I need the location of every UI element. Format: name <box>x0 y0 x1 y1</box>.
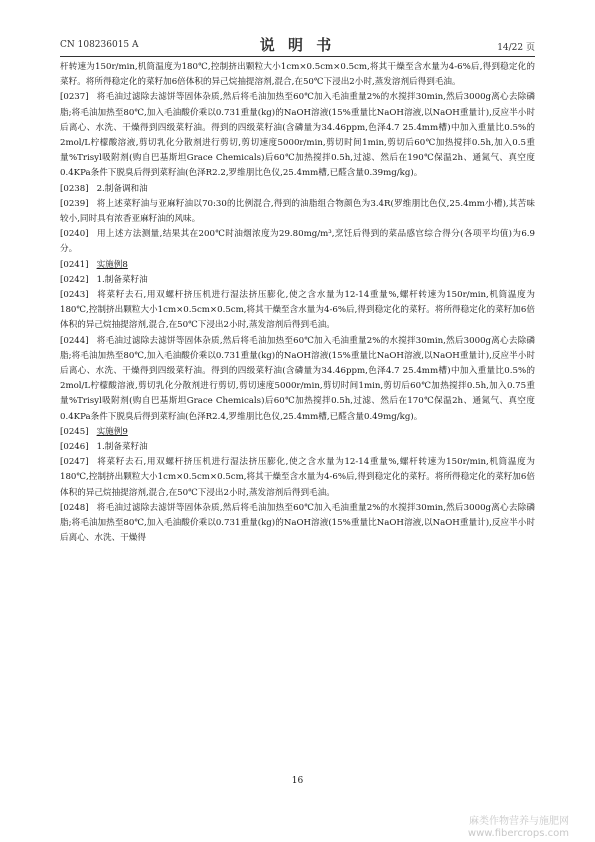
paragraph-number: [0244] <box>60 335 89 346</box>
paragraph <box>60 501 535 547</box>
paragraph-number: [0242] <box>60 274 89 285</box>
watermark-url: www.fibercrops.com <box>467 828 569 839</box>
page-count: 14/22 页 <box>497 43 535 53</box>
watermark <box>468 816 569 840</box>
paragraph-number: [0245] <box>60 426 89 437</box>
paragraph <box>60 60 535 90</box>
paragraph-number: [0240] <box>60 229 89 240</box>
header-rule <box>60 56 535 57</box>
paragraph-number: [0239] <box>60 198 89 209</box>
paragraph <box>60 273 535 288</box>
page-number: 16 <box>291 776 304 786</box>
paragraph-text: 杆转速为150r/min,机筒温度为180℃,控制挤出颗粒大小1cm×0.5cm×0.5cm,将其干燥至含水量为4-6%后,得到稳定化的菜籽。将所得稳定化的菜籽加6倍体积的异己烷抽提溶剂,混合,在50℃下浸出2小时,蒸发溶剂后得到毛油。 <box>60 62 535 88</box>
paragraph <box>60 425 535 440</box>
paragraph-number: [0246] <box>60 442 89 453</box>
paragraph-text: 将菜籽去石,用双螺杆挤压机进行湿法挤压膨化,使之含水量为12-14重量%,螺杆转速为150r/min,机筒温度为180℃,控制挤出颗粒大小1cm×0.5cm×0.5cm,将其干燥至含水量为4-6%后,得到稳定化的菜籽。将所得稳定化的菜籽加6倍体积的异己烷抽提溶剂,混合,在50℃下浸出2小时,蒸发溶剂后得到毛油。 <box>60 457 535 498</box>
paragraph-text: 将毛油过滤除去滤饼等固体杂质,然后将毛油加热至60℃加入毛油重量2%的水搅拌30min,然后3000g离心去除磷脂;将毛油加热至80℃,加入毛油酸价乘以0.731重量(kg)的NaOH溶液(15%重量比NaOH溶液,以NaOH重量计),反应半小时后离心、水洗、干燥得到四级菜籽油。得到的四级菜籽油(含磷量为34.46ppm,色泽4.7 25.4mm槽)中加入重量比0.5%的2mol/L柠檬酸溶液,剪切乳化分散剂进行剪切,剪切速度5000r/min,剪切时间1min,剪切后60℃加热搅拌0.5h,加入0.75重量%Trisyl吸附剂(购自巴基斯坦Grace Chemicals)后60℃加热搅拌0.5h,过滤、然后在170℃保温2h、通氮气、真空度0.4KPa条件下脱臭后得到菜籽油(色泽R2.4,罗维朋比色仪,25.4mm槽,已醛含量0.49mg/kg)。 <box>60 335 535 422</box>
paragraph <box>60 334 535 425</box>
page-header <box>60 34 535 54</box>
paragraph-number: [0238] <box>60 183 89 194</box>
paragraph <box>60 258 535 273</box>
paragraph-text: 将毛油过滤除去滤饼等固体杂质,然后将毛油加热至60℃加入毛油重量2%的水搅拌30min,然后3000g离心去除磷脂;将毛油加热至80℃,加入毛油酸价乘以0.731重量(kg)的NaOH溶液(15%重量比NaOH溶液,以NaOH重量计),反应半小时后离心、水洗、干燥得 <box>60 502 535 544</box>
paragraph-text: 1.制备菜籽油 <box>96 442 148 453</box>
paragraph-number: [0243] <box>60 290 89 301</box>
paragraph <box>60 288 535 334</box>
paragraph <box>60 455 535 501</box>
paragraph <box>60 227 535 257</box>
paragraph-number: [0241] <box>60 259 89 270</box>
paragraph-text: 2.制备调和油 <box>96 183 148 194</box>
paragraph <box>60 440 535 455</box>
paragraph-number: [0237] <box>60 92 89 103</box>
paragraph-text: 将上述菜籽油与亚麻籽油以70:30的比例混合,得到的油脂组合物颜色为3.4R(罗维朋比色仪,25.4mm小槽),其苦味较小,同时具有浓香亚麻籽油的风味。 <box>60 198 535 225</box>
paragraph-text: 1.制备菜籽油 <box>96 274 148 285</box>
paragraph <box>60 90 535 181</box>
paragraph <box>60 197 535 227</box>
paragraph-number: [0248] <box>60 502 89 513</box>
section-heading: 实施例9 <box>96 426 128 437</box>
document-title: 说 明 书 <box>259 36 336 54</box>
paragraph-text: 用上述方法测量,结果其在200℃时油烟浓度为29.80mg/m³,烹饪后得到的菜品感官综合得分(各项平均值)为6.9分。 <box>60 229 535 255</box>
document-body <box>60 60 535 547</box>
paragraph-text: 将毛油过滤除去滤饼等固体杂质,然后将毛油加热至60℃加入毛油重量2%的水搅拌30min,然后3000g离心去除磷脂;将毛油加热至80℃,加入毛油酸价乘以0.731重量(kg)的NaOH溶液(15%重量比NaOH溶液,以NaOH重量计),反应半小时后离心、水洗、干燥得到四级菜籽油。得到的四级菜籽油(含磷量为34.46ppm,色泽4.7 25.4mm槽)中加入重量比0.5%的2mol/L柠檬酸溶液,剪切乳化分散剂进行剪切,剪切速度5000r/min,剪切时间1min,剪切后60℃加热搅拌0.5h,加入0.5重量%Trisyl吸附剂(购自巴基斯坦Grace Chemicals)后60℃加热搅拌0.5h,过滤、然后在190℃保温2h、通氮气、真空度0.4KPa条件下脱臭后得到菜籽油(色泽R2.2,罗维朋比色仪,25.4mm槽,已醛含量0.39mg/kg)。 <box>60 92 535 179</box>
paragraph-text: 将菜籽去石,用双螺杆挤压机进行湿法挤压膨化,使之含水量为12-14重量%,螺杆转速为150r/min,机筒温度为180℃,控制挤出颗粒大小1cm×0.5cm×0.5cm,将其干燥至含水量为4-6%后,得到稳定化的菜籽。将所得稳定化的菜籽加6倍体积的异己烷抽提溶剂,混合,在50℃下浸出2小时,蒸发溶剂后得到毛油。 <box>60 290 535 331</box>
paragraph <box>60 182 535 197</box>
section-heading: 实施例8 <box>96 259 128 270</box>
patent-number: CN 108236015 A <box>60 40 139 50</box>
paragraph-number: [0247] <box>60 457 89 468</box>
watermark-site-name: 麻类作物营养与施肥网 <box>469 816 569 827</box>
